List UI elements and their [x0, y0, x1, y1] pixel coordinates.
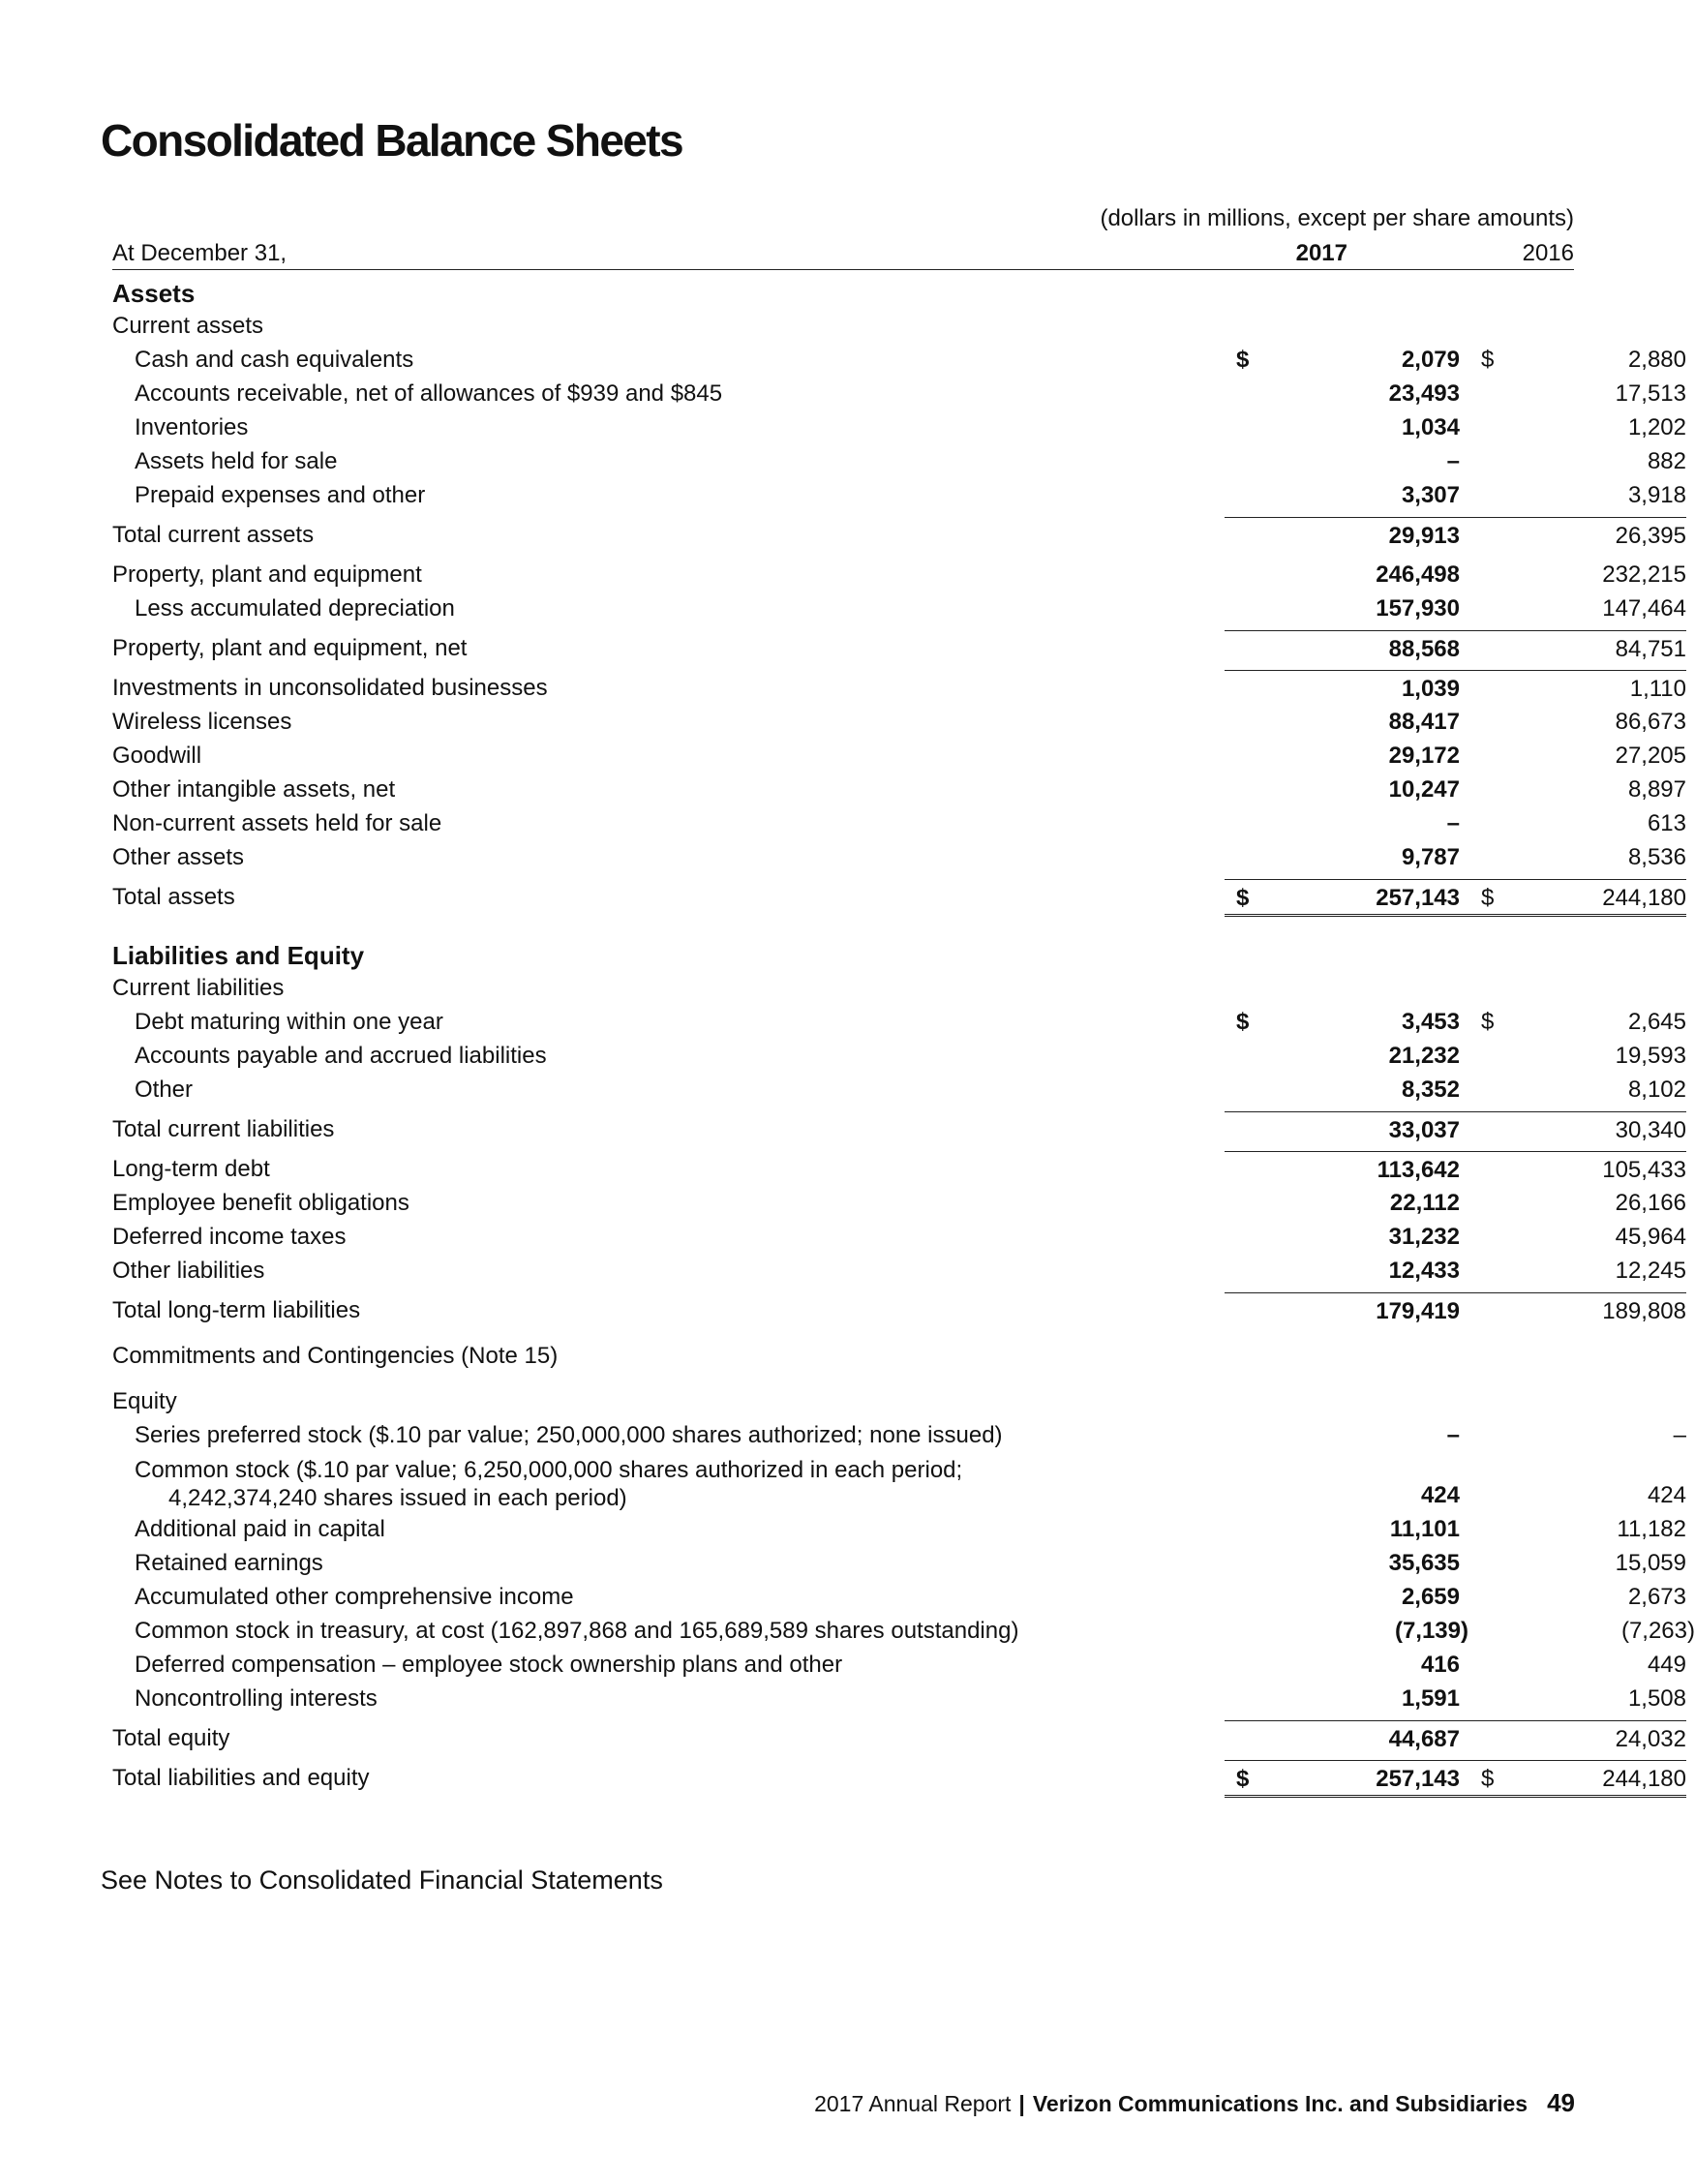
value-2016-cell: [1460, 738, 1686, 772]
value-2017-cell: [1225, 1253, 1460, 1287]
value-2016-cell: [1460, 1253, 1686, 1287]
value-2017-cell: [1225, 410, 1460, 443]
table-row: [112, 1720, 1686, 1754]
row-label: Current assets: [112, 313, 264, 339]
page-title: Consolidated Balance Sheets: [101, 115, 682, 166]
value-2017-cell: [1225, 1219, 1460, 1253]
value-2016-cell: [1460, 1681, 1686, 1714]
row-label: Other liabilities: [112, 1258, 265, 1284]
table-row: [112, 1511, 1686, 1545]
value-2017-cell: [1225, 630, 1460, 665]
value-2016: 613: [1647, 810, 1686, 836]
value-2016-cell: [1460, 1579, 1686, 1613]
row-label: Accumulated other comprehensive income: [135, 1584, 574, 1610]
table-row: [112, 1038, 1686, 1072]
row-label: Total long-term liabilities: [112, 1297, 361, 1323]
value-2016: 244,180: [1602, 1766, 1686, 1792]
value-2016-cell: [1460, 630, 1686, 665]
table-row: [112, 1111, 1686, 1145]
table-row: [112, 1451, 1686, 1511]
dollar-sign: $: [1236, 347, 1250, 373]
footer-separator: |: [1018, 2091, 1025, 2116]
table-row: [112, 630, 1686, 664]
value-2016: 147,464: [1602, 595, 1686, 622]
header-label: At December 31,: [112, 240, 288, 266]
value-2017-cell: [1225, 1760, 1460, 1798]
value-2016: 26,395: [1615, 523, 1686, 549]
value-2017: 29,913: [1388, 523, 1460, 549]
value-2017: 1,034: [1401, 414, 1460, 440]
row-label: Investments in unconsolidated businesses: [112, 675, 548, 701]
dollar-sign: $: [1481, 1009, 1495, 1035]
row-label: Current liabilities: [112, 975, 285, 1001]
value-2017: 21,232: [1388, 1043, 1460, 1069]
table-row: [112, 1681, 1686, 1714]
value-2017: 35,635: [1388, 1550, 1460, 1576]
value-2016-cell: [1460, 1004, 1686, 1038]
value-2016: 15,059: [1615, 1550, 1686, 1576]
table-row: [112, 839, 1686, 873]
value-2016: 1,508: [1627, 1685, 1686, 1712]
value-2016: 19,593: [1615, 1043, 1686, 1069]
row-label: Other: [135, 1077, 194, 1103]
value-2016-cell: [1460, 517, 1686, 552]
value-2016-cell: [1460, 342, 1686, 376]
value-2016: 11,182: [1617, 1516, 1686, 1542]
table-row: [112, 1004, 1686, 1038]
row-label: Less accumulated depreciation: [135, 595, 455, 622]
value-2016-cell: [1460, 443, 1686, 477]
row-label: Deferred income taxes: [112, 1224, 347, 1250]
value-2016: 45,964: [1615, 1224, 1686, 1250]
row-label: [135, 1456, 962, 1512]
value-2017: 246,498: [1376, 561, 1460, 588]
value-2017-cell: [1225, 477, 1460, 511]
value-2017-cell: [1225, 670, 1460, 705]
value-2016-cell: [1460, 1647, 1686, 1681]
value-2016: 8,897: [1627, 776, 1686, 803]
value-2016-cell: [1460, 1072, 1686, 1106]
table-row: [112, 342, 1686, 376]
value-2017-cell: [1225, 443, 1460, 477]
row-label: Deferred compensation – employee stock ownership plans and other: [135, 1652, 843, 1678]
section-heading-label: Liabilities and Equity: [112, 941, 365, 970]
table-row: [112, 1383, 1574, 1417]
value-2016: 86,673: [1615, 709, 1686, 735]
value-2016-cell: [1460, 704, 1686, 738]
value-2017: 157,930: [1376, 595, 1460, 622]
section-heading-liabilities: [112, 936, 1574, 970]
value-2017-cell: [1225, 805, 1460, 839]
value-2016: 232,215: [1602, 561, 1686, 588]
value-2017-cell: [1225, 1417, 1460, 1451]
table-row: [112, 376, 1686, 410]
row-label: Total assets: [112, 884, 235, 910]
table-row: [112, 1417, 1686, 1451]
row-label: Total liabilities and equity: [112, 1765, 370, 1791]
table-row: [112, 591, 1686, 624]
table-row: [112, 1613, 1695, 1647]
value-2016-cell: [1460, 1185, 1686, 1219]
table-row: [112, 1579, 1686, 1613]
dollar-sign: $: [1236, 1009, 1250, 1035]
value-2016: 189,808: [1602, 1298, 1686, 1324]
value-2017-cell: [1225, 342, 1460, 376]
table-row: [112, 557, 1686, 591]
value-2016: 449: [1647, 1652, 1686, 1678]
row-label: Noncontrolling interests: [135, 1685, 378, 1712]
row-label: Total current liabilities: [112, 1116, 335, 1142]
value-2017: 113,642: [1377, 1157, 1460, 1183]
value-2016-cell: [1460, 1219, 1686, 1253]
value-2017-cell: [1225, 591, 1460, 624]
value-2016-cell: [1460, 670, 1686, 705]
value-2017-cell: [1225, 1072, 1460, 1106]
value-2017: –: [1446, 448, 1460, 474]
value-2016: 30,340: [1615, 1117, 1686, 1143]
section-heading-assets: [112, 274, 1574, 308]
value-2016-cell: [1460, 1292, 1686, 1327]
value-2016-cell: [1460, 1111, 1686, 1146]
value-2017: (7,139): [1394, 1618, 1468, 1644]
row-label: Accounts payable and accrued liabilities: [135, 1043, 547, 1069]
value-2017-cell: [1225, 376, 1460, 410]
row-label-line: Common stock ($.10 par value; 6,250,000,000 shares authorized in each period;: [135, 1457, 963, 1483]
value-2017-cell: [1225, 704, 1460, 738]
row-label: Equity: [112, 1388, 177, 1414]
value-2017: 1,039: [1401, 676, 1460, 702]
value-2017: 88,417: [1388, 709, 1460, 735]
value-2016: 1,202: [1627, 414, 1686, 440]
value-2017-cell: [1225, 1185, 1460, 1219]
value-2017: 31,232: [1388, 1224, 1460, 1250]
value-2017-cell: [1225, 1579, 1460, 1613]
table-row: [112, 738, 1686, 772]
table-row: [112, 477, 1686, 511]
table-header: [112, 236, 1574, 270]
value-2016: 24,032: [1615, 1726, 1686, 1752]
value-2016: 8,102: [1627, 1077, 1686, 1103]
table-row: [112, 1151, 1686, 1185]
value-2017-cell: [1225, 1038, 1460, 1072]
value-2017: 12,433: [1388, 1258, 1460, 1284]
value-2016: –: [1673, 1422, 1686, 1448]
table-row: [112, 443, 1686, 477]
page-footer: [814, 2088, 1575, 2118]
table-row: [112, 1647, 1686, 1681]
table-row: [112, 1292, 1686, 1326]
row-label: Series preferred stock ($.10 par value; 250,000,000 shares authorized; none issued): [135, 1422, 1003, 1448]
table-row: [112, 1219, 1686, 1253]
table-row: [112, 517, 1686, 551]
table-row: [112, 704, 1686, 738]
value-2016: 27,205: [1615, 743, 1686, 769]
table-row: [112, 308, 1574, 342]
value-2017: 22,112: [1389, 1190, 1460, 1216]
row-label: Debt maturing within one year: [135, 1009, 443, 1035]
value-2016-cell: [1460, 591, 1686, 624]
table-row: [112, 879, 1686, 913]
row-label: Commitments and Contingencies (Note 15): [112, 1343, 559, 1369]
value-2017-cell: [1225, 1511, 1460, 1545]
row-label: Wireless licenses: [112, 709, 292, 735]
value-2017: 3,307: [1401, 482, 1460, 508]
value-2017: 11,101: [1389, 1516, 1460, 1542]
row-label: Property, plant and equipment: [112, 561, 422, 588]
value-2016: 105,433: [1602, 1157, 1686, 1183]
footnote: See Notes to Consolidated Financial Statements: [101, 1866, 663, 1895]
row-label: Long-term debt: [112, 1156, 270, 1182]
value-2017: 257,143: [1376, 885, 1460, 911]
table-row: [112, 805, 1686, 839]
value-2016: 26,166: [1615, 1190, 1686, 1216]
value-2017-cell: [1225, 1720, 1460, 1755]
value-2016: 12,245: [1615, 1258, 1686, 1284]
table-row: [112, 1545, 1686, 1579]
value-2016-cell: [1460, 1545, 1686, 1579]
footer-company-name: Verizon Communications Inc. and Subsidiaries: [1032, 2091, 1529, 2116]
value-2016-cell: [1460, 805, 1686, 839]
value-2017-cell: [1225, 1545, 1460, 1579]
value-2017-cell: [1225, 772, 1460, 805]
row-label: Assets held for sale: [135, 448, 338, 474]
table-row: [112, 772, 1686, 805]
value-2017-cell: [1225, 879, 1460, 917]
column-header-2017: 2017: [1295, 240, 1347, 266]
value-2017-cell: [1225, 1681, 1460, 1714]
value-2017: 2,659: [1401, 1584, 1460, 1610]
value-2016-cell: [1460, 1151, 1686, 1186]
value-2017: 9,787: [1401, 844, 1460, 870]
value-2016: 882: [1647, 448, 1686, 474]
table-row: [112, 1338, 1574, 1372]
value-2016-cell: [1460, 879, 1686, 917]
value-2016-cell: [1460, 557, 1686, 591]
units-note: (dollars in millions, except per share amounts): [1100, 205, 1574, 231]
row-label: Other assets: [112, 844, 245, 870]
value-2016: (7,263): [1620, 1618, 1695, 1644]
value-2016-cell: [1460, 376, 1686, 410]
value-2017: 44,687: [1388, 1726, 1460, 1752]
table-row: [112, 1253, 1686, 1287]
row-label: Total current assets: [112, 522, 315, 548]
table-row: [112, 1760, 1686, 1794]
value-2016: 8,536: [1627, 844, 1686, 870]
value-2016-cell: [1460, 1720, 1686, 1755]
value-2016: 2,645: [1627, 1009, 1686, 1035]
value-2017-cell: [1225, 517, 1460, 552]
table-row: [112, 1185, 1686, 1219]
row-label: Other intangible assets, net: [112, 776, 396, 803]
value-2017-cell: [1225, 738, 1460, 772]
value-2016-cell: [1460, 839, 1686, 873]
value-2016-cell: [1460, 1417, 1686, 1451]
value-2016: 424: [1647, 1482, 1686, 1508]
value-2017: 8,352: [1401, 1077, 1460, 1103]
value-2016-cell: [1460, 772, 1686, 805]
value-2017: 179,419: [1376, 1298, 1460, 1324]
balance-sheet-table: [112, 236, 1695, 1794]
dollar-sign: $: [1481, 347, 1495, 373]
dollar-sign: $: [1236, 1766, 1250, 1792]
value-2017: 33,037: [1388, 1117, 1460, 1143]
value-2016: 2,880: [1627, 347, 1686, 373]
row-label: Employee benefit obligations: [112, 1190, 409, 1216]
row-label: Prepaid expenses and other: [135, 482, 426, 508]
value-2016: 84,751: [1615, 636, 1686, 662]
value-2017-cell: [1225, 1477, 1460, 1511]
value-2017: 3,453: [1401, 1009, 1460, 1035]
value-2017-cell: [1225, 1647, 1460, 1681]
value-2016-cell: [1460, 1038, 1686, 1072]
footer-report-name: 2017 Annual Report: [814, 2091, 1012, 2116]
row-label: Cash and cash equivalents: [135, 347, 414, 373]
value-2017-cell: [1225, 1004, 1460, 1038]
row-label: Accounts receivable, net of allowances of $939 and $845: [135, 380, 723, 407]
value-2017-cell: [1225, 1151, 1460, 1186]
row-label: Total equity: [112, 1725, 230, 1751]
value-2017: –: [1446, 810, 1460, 836]
table-row: [112, 1072, 1686, 1106]
row-label: Additional paid in capital: [135, 1516, 385, 1542]
value-2016: 244,180: [1602, 885, 1686, 911]
table-row: [112, 670, 1686, 704]
value-2017: 257,143: [1376, 1766, 1460, 1792]
value-2017-cell: [1225, 557, 1460, 591]
value-2016: 1,110: [1629, 676, 1686, 702]
table-row: [112, 410, 1686, 443]
value-2017-cell: [1225, 1613, 1468, 1647]
value-2016-cell: [1460, 477, 1686, 511]
value-2016: 17,513: [1615, 380, 1686, 407]
value-2017: 424: [1420, 1482, 1460, 1508]
value-2017: 88,568: [1388, 636, 1460, 662]
row-label: Inventories: [135, 414, 249, 440]
table-row: [112, 970, 1574, 1004]
value-2017: 416: [1420, 1652, 1460, 1678]
row-label: Non-current assets held for sale: [112, 810, 442, 836]
value-2017: 1,591: [1401, 1685, 1460, 1712]
row-label-line: 4,242,374,240 shares issued in each period): [168, 1485, 627, 1511]
value-2016-cell: [1460, 1760, 1686, 1798]
row-label: Property, plant and equipment, net: [112, 635, 468, 661]
section-heading-label: Assets: [112, 279, 196, 308]
value-2017: 2,079: [1401, 347, 1460, 373]
value-2016-cell: [1460, 410, 1686, 443]
row-label: Common stock in treasury, at cost (162,897,868 and 165,689,589 shares outstanding): [135, 1618, 1019, 1644]
value-2017-cell: [1225, 839, 1460, 873]
value-2017-cell: [1225, 1292, 1460, 1327]
value-2016-cell: [1460, 1477, 1686, 1511]
value-2017: 23,493: [1388, 380, 1460, 407]
value-2016: 2,673: [1627, 1584, 1686, 1610]
dollar-sign: $: [1481, 1766, 1495, 1792]
value-2017-cell: [1225, 1111, 1460, 1146]
value-2017: 10,247: [1388, 776, 1460, 803]
row-label: Retained earnings: [135, 1550, 323, 1576]
value-2016-cell: [1460, 1511, 1686, 1545]
value-2017: –: [1446, 1422, 1460, 1448]
page-number: 49: [1547, 2088, 1575, 2117]
dollar-sign: $: [1481, 885, 1495, 911]
row-label: Goodwill: [112, 743, 202, 769]
value-2016-cell: [1460, 1613, 1695, 1647]
value-2016: 3,918: [1627, 482, 1686, 508]
value-2017: 29,172: [1388, 743, 1460, 769]
dollar-sign: $: [1236, 885, 1250, 911]
column-header-2016: 2016: [1522, 240, 1574, 266]
